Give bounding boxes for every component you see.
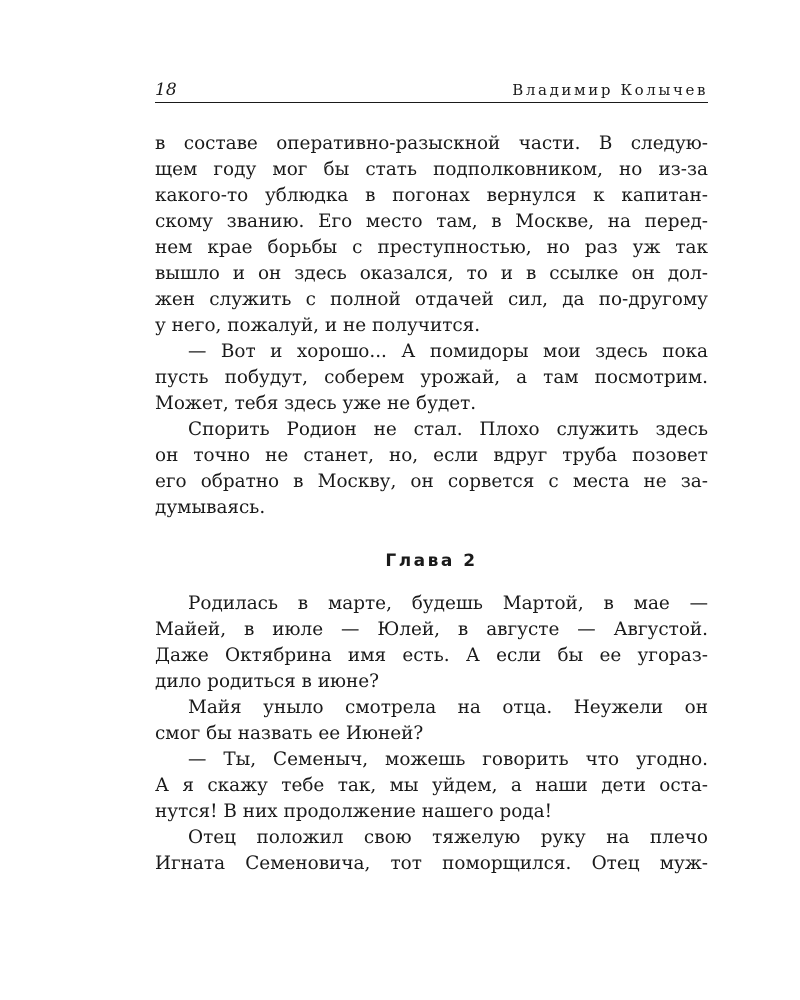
page-number: 18: [155, 80, 177, 100]
text-line: щем году мог бы стать подполковником, но из-за: [155, 159, 708, 180]
running-title: Владимир Колычев: [512, 81, 708, 99]
text-line: Может, тебя здесь уже не будет.: [155, 393, 477, 414]
text-line: А я скажу тебе так, мы уйдем, а наши дети оста-: [155, 775, 708, 796]
text-line: — Вот и хорошо... А помидоры мои здесь пока: [188, 341, 708, 362]
text-line: скому званию. Его место там, в Москве, на перед-: [155, 211, 708, 232]
text-line: Спорить Родион не стал. Плохо служить здесь: [188, 419, 708, 440]
text-line: его обратно в Москву, он сорвется с места не за-: [155, 471, 708, 492]
text-line: Отец положил свою тяжелую руку на плечо: [188, 827, 708, 848]
text-line: дило родиться в июне?: [155, 671, 380, 692]
text-line: вышло и он здесь оказался, то и в ссылке он дол-: [155, 263, 708, 284]
page-header: [155, 80, 708, 103]
text-line: Даже Октябрина имя есть. А если бы ее угораз-: [155, 645, 708, 666]
text-line: Майей, в июле — Юлей, в августе — Августой.: [155, 619, 708, 640]
text-line: нем крае борьбы с преступностью, но раз уж так: [155, 237, 708, 258]
text-line: нутся! В них продолжение нашего рода!: [155, 801, 552, 822]
text-line: он точно не станет, но, если вдруг труба позовет: [155, 445, 708, 466]
chapter-title: Глава 2: [385, 551, 478, 571]
text-line: какого-то ублюдка в погонах вернулся к капитан-: [155, 185, 708, 206]
text-line: смог бы назвать ее Июней?: [155, 723, 424, 744]
text-line: — Ты, Семеныч, можешь говорить что угодно.: [188, 749, 708, 770]
text-line: Игната Семеновича, тот поморщился. Отец муж-: [155, 853, 708, 874]
text-line: в составе оперативно-разыскной части. В следую-: [155, 133, 708, 154]
text-line: жен служить с полной отдачей сил, да по-другому: [155, 289, 708, 310]
text-line: у него, пожалуй, и не получится.: [155, 315, 481, 336]
text-line: думываясь.: [155, 497, 266, 518]
text-line: пусть побудут, соберем урожай, а там посмотрим.: [155, 367, 708, 388]
text-line: Родилась в марте, будешь Мартой, в мае —: [188, 593, 708, 614]
text-line: Майя уныло смотрела на отца. Неужели он: [188, 697, 708, 718]
